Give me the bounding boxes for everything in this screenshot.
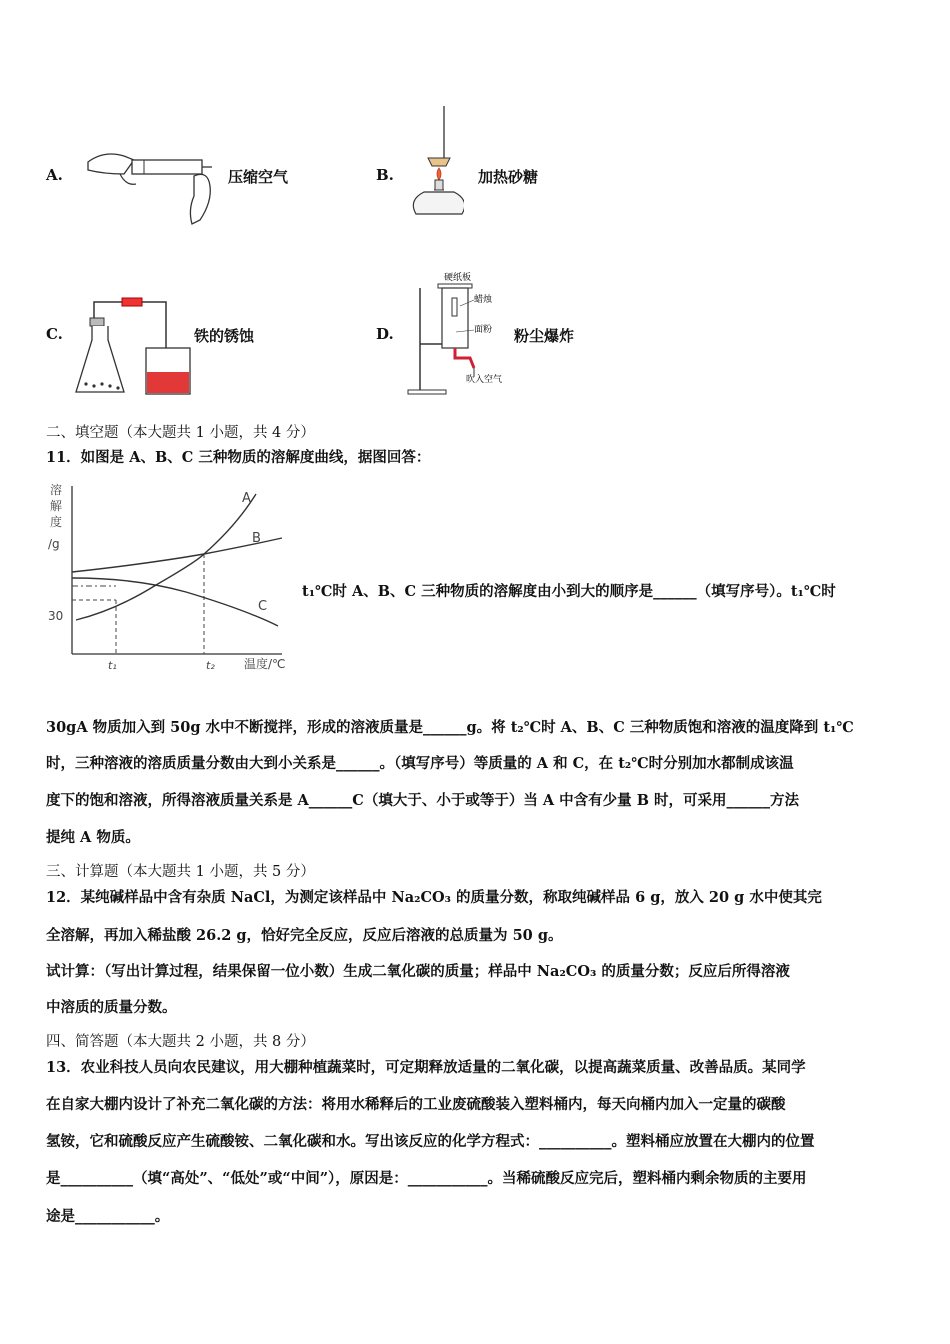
q11-line-4: 提纯 A 物质。 xyxy=(46,829,140,846)
q11-side-text: t₁℃时 A、B、C 三种物质的溶解度由小到大的顺序是______（填写序号）。t₁℃时 xyxy=(302,583,836,600)
x-axis-label: 温度/℃ xyxy=(244,657,286,671)
option-c-letter: C. xyxy=(46,325,63,343)
x-tick-t1: t₁ xyxy=(108,659,117,672)
q13-line-1: 13．农业科技人员向农民建议，用大棚种植蔬菜时，可定期释放适量的二氧化碳，以提高蔬菜质量、改善品质。某同学 xyxy=(46,1059,806,1076)
option-a-letter: A. xyxy=(46,166,63,184)
y-label-1: 溶 xyxy=(50,483,63,497)
q13-line-4: 是__________（填“高处”、“低处”或“中间”），原因是：___________。当稀硫酸反应完后，塑料桶内剩余物质的主要用 xyxy=(46,1170,807,1187)
label-cardboard: 硬纸板 xyxy=(444,273,472,283)
x-tick-t2: t₂ xyxy=(206,659,215,672)
label-candle: 蜡烛 xyxy=(474,295,493,305)
q12-line-3: 试计算：（写出计算过程，结果保留一位小数）生成二氧化碳的质量；样品中 Na₂CO₃ 的质量分数；反应后所得溶液 xyxy=(46,963,790,980)
y-label-4: /g xyxy=(48,537,60,551)
label-blow-air: 吹入空气 xyxy=(466,375,503,385)
solubility-curve-chart xyxy=(46,480,300,676)
q12-line-2: 全溶解，再加入稀盐酸 26.2 g，恰好完全反应，反应后溶液的总质量为 50 g。 xyxy=(46,927,563,944)
q12-line-4: 中溶质的质量分数。 xyxy=(46,999,177,1016)
q13-line-3: 氢铵，它和硫酸反应产生硫酸铵、二氧化碳和水。写出该反应的化学方程式：__________。塑料桶应放置在大棚内的位置 xyxy=(46,1133,815,1150)
section-3-heading: 三、计算题（本大题共 1 小题，共 5 分） xyxy=(46,864,315,880)
legend-b: B xyxy=(252,531,261,546)
alcohol-lamp-heating-figure xyxy=(404,104,464,224)
option-a-label: 压缩空气 xyxy=(228,168,289,186)
syringe-compress-air-figure xyxy=(84,140,224,230)
legend-c: C xyxy=(258,599,268,614)
section-2-heading: 二、填空题（本大题共 1 小题，共 4 分） xyxy=(46,425,315,441)
label-flour: 面粉 xyxy=(474,325,493,335)
y-label-3: 度 xyxy=(50,515,63,529)
curve-b xyxy=(72,538,282,572)
y-label-2: 解 xyxy=(50,499,63,513)
q11-line-1: 30gA 物质加入到 50g 水中不断搅拌，形成的溶液质量是______g。将 t₂℃时 A、B、C 三种物质饱和溶液的温度降到 t₁℃ xyxy=(46,719,854,736)
option-c-label: 铁的锈蚀 xyxy=(194,327,255,345)
option-d-label: 粉尘爆炸 xyxy=(514,327,575,345)
section-4-heading: 四、简答题（本大题共 2 小题，共 8 分） xyxy=(46,1034,315,1050)
curve-a xyxy=(76,494,256,620)
iron-rusting-apparatus-figure xyxy=(74,288,194,400)
legend-a: A xyxy=(242,491,251,506)
dust-explosion-apparatus-figure xyxy=(400,268,518,398)
q13-line-5: 途是___________。 xyxy=(46,1208,170,1225)
q11-line-2: 时，三种溶液的溶质质量分数由大到小关系是______。（填写序号）等质量的 A 和 C，在 t₂℃时分别加水都制成该温 xyxy=(46,755,794,772)
q11-line-3: 度下的饱和溶液，所得溶液质量关系是 A______C（填大于、小于或等于）当 A 中含有少量 B 时，可采用______方法 xyxy=(46,792,800,809)
q12-line-1: 12．某纯碱样品中含有杂质 NaCl，为测定该样品中 Na₂CO₃ 的质量分数，称取纯碱样品 6 g，放入 20 g 水中使其完 xyxy=(46,889,822,906)
q11-intro: 11．如图是 A、B、C 三种物质的溶解度曲线，据图回答： xyxy=(46,449,431,466)
option-b-letter: B. xyxy=(376,166,394,184)
curve-c xyxy=(72,578,278,626)
option-b-label: 加热砂糖 xyxy=(478,168,539,186)
q13-line-2: 在自家大棚内设计了补充二氧化碳的方法：将用水稀释后的工业废硫酸装入塑料桶内，每天向桶内加入一定量的碳酸 xyxy=(46,1096,786,1113)
option-d-letter: D. xyxy=(376,325,394,343)
y-tick-30: 30 xyxy=(48,609,64,623)
